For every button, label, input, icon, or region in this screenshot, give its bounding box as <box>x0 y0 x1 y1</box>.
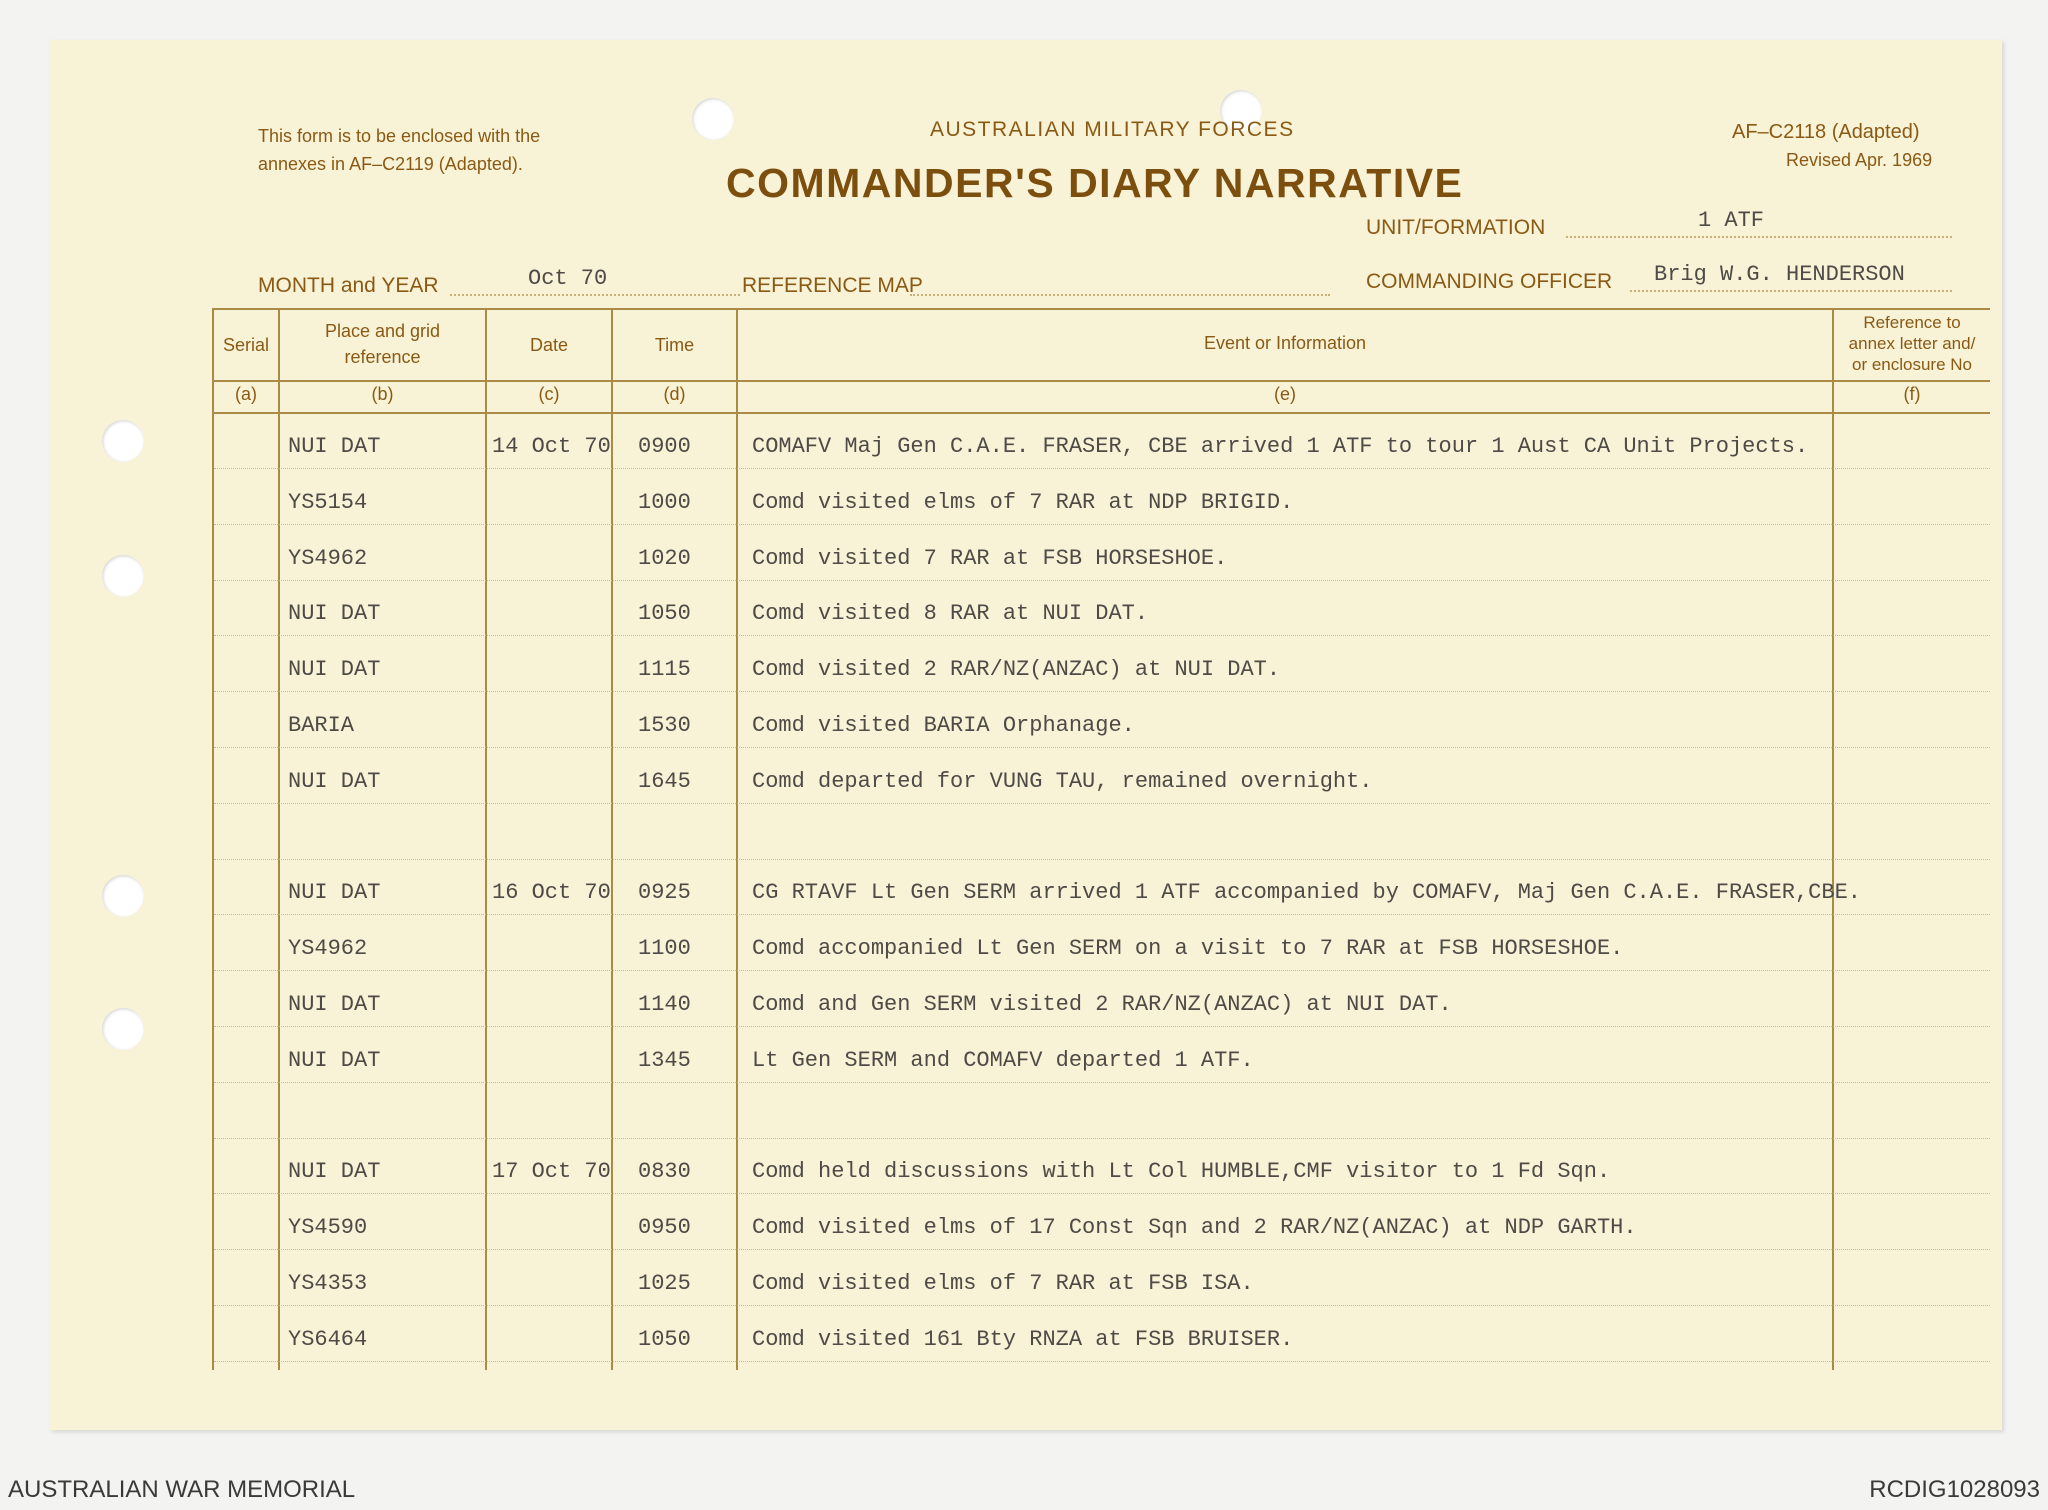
entry-time: 1140 <box>638 992 691 1017</box>
commanding-officer-line <box>1630 290 1952 292</box>
entry-event: Comd held discussions with Lt Col HUMBLE,CMF visitor to 1 Fd Sqn. <box>752 1159 1611 1185</box>
row-rule <box>214 1193 1990 1194</box>
row-rule <box>214 1249 1990 1250</box>
column-letter-a: (a) <box>235 384 257 404</box>
punch-hole <box>102 1008 144 1050</box>
entry-event: Comd visited elms of 17 Const Sqn and 2 RAR/NZ(ANZAC) at NDP GARTH. <box>752 1215 1637 1241</box>
entry-place: YS5154 <box>288 489 368 515</box>
entry-place: BARIA <box>288 713 355 738</box>
commanding-officer-label: COMMANDING OFFICER <box>1366 270 1613 293</box>
entry-place: NUI DAT <box>288 768 381 794</box>
column-reference-line3: or enclosure No <box>1851 355 1972 374</box>
entry-event: Comd visited BARIA Orphanage. <box>752 713 1135 738</box>
entry-time: 1050 <box>638 601 691 627</box>
month-year-value: Oct 70 <box>528 266 608 291</box>
entry-date: 14 Oct 70 <box>492 434 611 459</box>
punch-hole <box>692 98 734 140</box>
month-year-label: MONTH and YEAR <box>258 274 439 297</box>
row-rule <box>214 859 1990 860</box>
entry-time: 1025 <box>638 1271 691 1296</box>
org-heading: AUSTRALIAN MILITARY FORCES <box>930 118 1295 141</box>
entry-place: NUI DAT <box>288 657 381 683</box>
row-rule <box>214 1361 1990 1362</box>
entry-event: Comd visited 8 RAR at NUI DAT. <box>752 601 1149 627</box>
entry-place: NUI DAT <box>288 880 381 906</box>
entry-place: YS4962 <box>288 936 368 962</box>
row-rule <box>214 747 1990 748</box>
reference-map-line <box>910 294 1330 296</box>
punch-hole <box>102 875 144 917</box>
row-rule <box>214 1305 1990 1306</box>
punch-hole <box>102 555 144 597</box>
entry-event: Comd visited elms of 7 RAR at FSB ISA. <box>752 1271 1254 1296</box>
entry-event: Comd accompanied Lt Gen SERM on a visit to 7 RAR at FSB HORSESHOE. <box>752 936 1624 962</box>
footer-source: AUSTRALIAN WAR MEMORIAL <box>8 1476 356 1503</box>
reference-map-label: REFERENCE MAP <box>742 274 923 297</box>
entry-time: 0830 <box>638 1159 691 1185</box>
row-rule <box>214 1026 1990 1027</box>
row-rule <box>214 1138 1990 1139</box>
form-note-line2: annexes in AF–C2119 (Adapted). <box>258 154 523 174</box>
entry-place: NUI DAT <box>288 992 381 1017</box>
entry-time: 1000 <box>638 489 691 515</box>
column-letter-b: (b) <box>371 384 394 404</box>
unit-formation-label: UNIT/FORMATION <box>1366 216 1546 239</box>
column-time: Time <box>654 335 695 355</box>
entry-place: YS4590 <box>288 1215 368 1241</box>
entry-event: Comd visited 7 RAR at FSB HORSESHOE. <box>752 545 1228 571</box>
commanding-officer-value: Brig W.G. HENDERSON <box>1654 262 1905 287</box>
entry-time: 1100 <box>638 936 691 962</box>
entry-time: 1020 <box>638 545 691 571</box>
entry-place: YS6464 <box>288 1326 368 1352</box>
entry-place: NUI DAT <box>288 601 381 627</box>
entry-date: 16 Oct 70 <box>492 880 611 906</box>
entry-time: 1530 <box>638 713 691 738</box>
entry-place: NUI DAT <box>288 434 381 459</box>
entry-time: 0925 <box>638 880 691 906</box>
entry-time: 0900 <box>638 434 691 459</box>
punch-hole <box>102 420 144 462</box>
column-place-line1: Place and grid <box>324 321 441 341</box>
entry-event: Comd visited 161 Bty RNZA at FSB BRUISER. <box>752 1326 1294 1352</box>
row-rule <box>214 970 1990 971</box>
entry-time: 1115 <box>638 657 691 683</box>
row-rule <box>214 691 1990 692</box>
entry-place: NUI DAT <box>288 1159 381 1185</box>
row-rule <box>214 524 1990 525</box>
entry-time: 1345 <box>638 1047 691 1073</box>
column-place-line2: reference <box>344 347 421 367</box>
entry-place: NUI DAT <box>288 1047 381 1073</box>
entry-event: Comd visited 2 RAR/NZ(ANZAC) at NUI DAT. <box>752 657 1281 683</box>
entry-event: Lt Gen SERM and COMAFV departed 1 ATF. <box>752 1047 1254 1073</box>
row-rule <box>214 1082 1990 1083</box>
row-rule <box>214 803 1990 804</box>
row-rule <box>214 468 1990 469</box>
column-serial: Serial <box>222 335 270 355</box>
entry-place: YS4962 <box>288 545 368 571</box>
entry-event: Comd departed for VUNG TAU, remained overnight. <box>752 768 1373 794</box>
diary-form-sheet <box>50 40 2002 1430</box>
column-event: Event or Information <box>1203 333 1367 353</box>
column-letter-f: (f) <box>1903 384 1921 404</box>
entry-event: CG RTAVF Lt Gen SERM arrived 1 ATF accompanied by COMAFV, Maj Gen C.A.E. FRASER,CBE. <box>752 880 1861 906</box>
row-rule <box>214 580 1990 581</box>
unit-formation-line <box>1566 236 1952 238</box>
entry-event: COMAFV Maj Gen C.A.E. FRASER, CBE arrived 1 ATF to tour 1 Aust CA Unit Projects. <box>752 434 1809 459</box>
entry-time: 1645 <box>638 768 691 794</box>
form-revised: Revised Apr. 1969 <box>1786 150 1933 170</box>
entry-time: 1050 <box>638 1326 691 1352</box>
row-rule <box>214 635 1990 636</box>
column-reference-line1: Reference to <box>1863 313 1961 332</box>
column-letter-e: (e) <box>1274 384 1296 404</box>
column-letter-c: (c) <box>538 384 560 404</box>
entry-event: Comd visited elms of 7 RAR at NDP BRIGID. <box>752 489 1294 515</box>
unit-formation-value: 1 ATF <box>1698 208 1765 233</box>
footer-identifier: RCDIG1028093 <box>1869 1476 2040 1503</box>
form-note-line1: This form is to be enclosed with the <box>258 126 541 146</box>
column-date: Date <box>529 335 569 355</box>
column-letter-d: (d) <box>663 384 686 404</box>
entry-date: 17 Oct 70 <box>492 1159 611 1185</box>
row-rule <box>214 914 1990 915</box>
month-year-line <box>450 294 740 296</box>
entry-time: 0950 <box>638 1215 691 1241</box>
form-title: COMMANDER'S DIARY NARRATIVE <box>726 160 1464 206</box>
entry-place: YS4353 <box>288 1271 368 1296</box>
form-number: AF–C2118 (Adapted) <box>1732 121 1920 143</box>
column-reference-line2: annex letter and/ <box>1848 334 1976 353</box>
entry-event: Comd and Gen SERM visited 2 RAR/NZ(ANZAC) at NUI DAT. <box>752 992 1452 1017</box>
